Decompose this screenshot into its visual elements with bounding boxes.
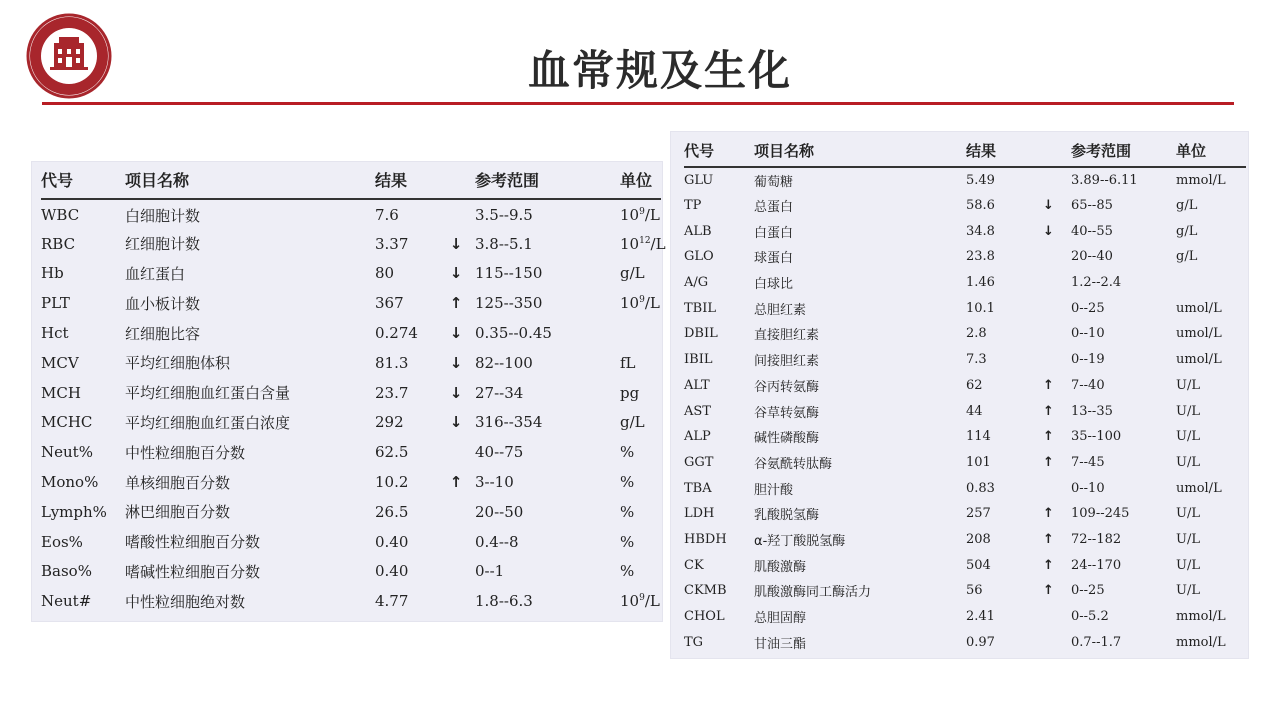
row-result: 0.40 (375, 562, 409, 581)
row-name: 总胆固醇 (754, 611, 807, 627)
table-row (684, 552, 1246, 578)
blood-routine-scan (31, 161, 666, 622)
row-unit: U/L (1176, 531, 1200, 547)
row-code: Hct (41, 324, 69, 343)
row-code: Neut# (41, 592, 92, 611)
row-range: 316--354 (475, 413, 543, 432)
row-result: 7.3 (966, 352, 987, 368)
row-code: PLT (41, 294, 70, 313)
table-row (684, 270, 1246, 296)
row-range: 125--350 (475, 294, 543, 313)
row-code: RBC (41, 234, 76, 253)
row-name: 谷氨酰转肽酶 (754, 456, 833, 472)
row-name: 血小板计数 (125, 294, 201, 313)
row-range: 0--25 (1071, 583, 1105, 599)
row-unit: U/L (1176, 454, 1200, 470)
row-flag (1026, 604, 1071, 630)
row-name: 白细胞计数 (125, 206, 201, 225)
row-unit (620, 348, 661, 378)
table-row (684, 629, 1246, 655)
table-row (684, 295, 1246, 321)
row-result: 2.8 (966, 326, 987, 342)
row-result: 208 (966, 531, 991, 547)
table-row (41, 199, 661, 229)
row-result: 504 (966, 557, 991, 573)
row-code: GLO (684, 249, 714, 265)
row-name: 白球比 (754, 277, 794, 293)
row-range: 40--55 (1071, 223, 1113, 239)
unit-base: g/L (620, 264, 645, 283)
row-result: 292 (375, 413, 404, 432)
table-row (684, 424, 1246, 450)
row-result: 34.8 (966, 223, 995, 239)
row-code: CK (684, 557, 704, 573)
row-name: 球蛋白 (754, 251, 794, 267)
row-unit: umol/L (1176, 326, 1222, 342)
table-row (41, 288, 661, 318)
row-flag: ↓ (449, 353, 463, 372)
row-unit: U/L (1176, 403, 1200, 419)
row-range: 7--40 (1071, 377, 1105, 393)
row-range: 0--1 (475, 562, 505, 581)
row-code: DBIL (684, 326, 718, 342)
row-range: 3.8--5.1 (475, 234, 533, 253)
row-flag: ↑ (1043, 403, 1054, 419)
row-unit (620, 318, 661, 348)
row-code: TBIL (684, 300, 716, 316)
row-result: 4.77 (375, 592, 409, 611)
unit-tail: /L (644, 206, 660, 225)
row-name: 肌酸激酶 (754, 559, 807, 575)
row-name: 淋巴细胞百分数 (125, 503, 231, 522)
row-range: 1.8--6.3 (475, 592, 533, 611)
row-code: MCHC (41, 413, 93, 432)
row-range: 35--100 (1071, 429, 1122, 445)
row-unit: g/L (1176, 223, 1198, 239)
row-code: GGT (684, 454, 714, 470)
row-name: 中性粒细胞绝对数 (125, 592, 246, 611)
row-range: 0--25 (1071, 300, 1105, 316)
row-flag (1026, 629, 1071, 655)
row-flag: ↑ (1043, 429, 1054, 445)
header-unit: 单位 (620, 161, 661, 199)
unit-base: pg (620, 383, 640, 402)
row-range: 0.7--1.7 (1071, 634, 1122, 650)
row-range: 3.89--6.11 (1071, 172, 1138, 188)
unit-tail: /L (644, 294, 660, 313)
row-code: CHOL (684, 609, 725, 625)
row-flag (437, 437, 475, 467)
row-name: 甘油三酯 (754, 636, 807, 652)
unit-base: % (620, 562, 635, 581)
row-code: A/G (684, 275, 709, 291)
row-unit (620, 408, 661, 438)
page-title: 血常规及生化 (527, 46, 792, 95)
row-name: 胆汁酸 (754, 482, 794, 498)
unit-base: 10 (620, 294, 640, 313)
row-result: 0.40 (375, 532, 409, 551)
unit-exponent: 9 (639, 207, 645, 218)
row-flag (1026, 244, 1071, 270)
header-flag (437, 161, 475, 199)
row-flag: ↓ (449, 413, 463, 432)
unit-base: % (620, 473, 635, 492)
row-code: Hb (41, 264, 64, 283)
row-unit (620, 527, 661, 557)
row-unit: U/L (1176, 583, 1200, 599)
row-code: IBIL (684, 352, 713, 368)
row-name: 中性粒细胞百分数 (125, 443, 246, 462)
row-result: 257 (966, 506, 991, 522)
row-unit: umol/L (1176, 480, 1222, 496)
table-row (41, 378, 661, 408)
row-unit: U/L (1176, 506, 1200, 522)
row-code: LDH (684, 506, 715, 522)
row-unit: g/L (1176, 198, 1198, 214)
blood-routine-table (41, 161, 666, 616)
row-unit (1176, 270, 1246, 296)
row-range: 0.4--8 (475, 532, 519, 551)
table-row (684, 347, 1246, 373)
row-name: α-羟丁酸脱氢酶 (754, 533, 846, 549)
row-flag (437, 497, 475, 527)
unit-tail: /L (644, 592, 660, 611)
row-code: CKMB (684, 583, 727, 599)
row-code: Baso% (41, 562, 92, 581)
row-range: 20--50 (475, 502, 524, 521)
row-name: 嗜碱性粒细胞百分数 (125, 562, 261, 581)
title-divider (42, 102, 1234, 105)
table-row (41, 586, 661, 616)
row-name: 总胆红素 (754, 302, 807, 318)
row-range: 0--5.2 (1071, 609, 1109, 625)
header-name: 项目名称 (754, 135, 966, 167)
table-row (684, 373, 1246, 399)
row-code: Eos% (41, 532, 83, 551)
row-code: Lymph% (41, 502, 107, 521)
table-row (684, 578, 1246, 604)
table-row (684, 193, 1246, 219)
table-row (684, 527, 1246, 553)
row-name: 乳酸脱氢酶 (754, 508, 820, 524)
row-range: 3.5--9.5 (475, 206, 533, 225)
row-result: 56 (966, 583, 983, 599)
row-unit (620, 199, 661, 229)
table-row (684, 450, 1246, 476)
row-unit (620, 586, 661, 616)
row-unit (620, 467, 661, 497)
row-range: 0--10 (1071, 480, 1105, 496)
row-range: 0.35--0.45 (475, 324, 552, 343)
row-unit: umol/L (1176, 352, 1222, 368)
table-row (41, 259, 661, 289)
row-result: 62 (966, 377, 983, 393)
row-code: AST (684, 403, 711, 419)
row-result: 1.46 (966, 275, 995, 291)
row-code: MCV (41, 353, 79, 372)
row-flag: ↑ (1043, 583, 1054, 599)
row-code: TBA (684, 480, 712, 496)
header-result: 结果 (375, 161, 437, 199)
table-row (41, 408, 661, 438)
row-result: 7.6 (375, 206, 399, 225)
row-name: 葡萄糖 (754, 174, 794, 190)
biochemistry-scan (670, 131, 1249, 659)
row-code: ALT (684, 377, 710, 393)
row-unit (620, 288, 661, 318)
table-row (41, 348, 661, 378)
unit-base: % (620, 532, 635, 551)
row-flag (437, 557, 475, 587)
row-name: 血红蛋白 (125, 264, 186, 283)
table-row (41, 497, 661, 527)
unit-tail: /L (650, 234, 666, 253)
row-name: 直接胆红素 (754, 328, 820, 344)
row-name: 单核细胞百分数 (125, 473, 231, 492)
row-unit: U/L (1176, 557, 1200, 573)
row-flag: ↓ (449, 383, 463, 402)
unit-exponent: 9 (639, 593, 645, 604)
row-flag (437, 586, 475, 616)
unit-base: 10 (620, 592, 640, 611)
row-unit (620, 229, 666, 259)
table-row (684, 475, 1246, 501)
row-flag (1026, 295, 1071, 321)
unit-base: 10 (620, 206, 640, 225)
row-result: 23.8 (966, 249, 995, 265)
row-range: 13--35 (1071, 403, 1113, 419)
row-result: 114 (966, 429, 991, 445)
row-result: 10.1 (966, 300, 995, 316)
header-flag (1026, 135, 1071, 167)
biochemistry-table (684, 135, 1246, 655)
row-flag: ↓ (449, 234, 463, 253)
table-row (41, 467, 661, 497)
row-flag (1026, 167, 1071, 193)
unit-base: % (620, 502, 635, 521)
row-name: 谷草转氨酶 (754, 405, 820, 421)
table-row (684, 218, 1246, 244)
row-code: ALB (684, 223, 712, 239)
row-flag (1026, 270, 1071, 296)
row-name: 谷丙转氨酶 (754, 379, 820, 395)
row-flag: ↑ (449, 294, 463, 313)
row-code: WBC (41, 206, 80, 225)
row-unit: U/L (1176, 429, 1200, 445)
row-code: TG (684, 634, 704, 650)
row-range: 0--19 (1071, 352, 1105, 368)
table-row (41, 527, 661, 557)
unit-base: fL (620, 353, 636, 372)
row-range: 7--45 (1071, 454, 1105, 470)
row-range: 72--182 (1071, 531, 1122, 547)
row-flag: ↓ (1043, 198, 1054, 214)
table-row (684, 321, 1246, 347)
header-range: 参考范围 (1071, 135, 1176, 167)
row-range: 1.2--2.4 (1071, 275, 1122, 291)
row-flag (1026, 321, 1071, 347)
unit-exponent: 9 (639, 295, 645, 306)
row-flag: ↓ (449, 324, 463, 343)
header-name: 项目名称 (125, 161, 375, 199)
row-flag: ↑ (1043, 557, 1054, 573)
row-result: 80 (375, 264, 395, 283)
row-name: 嗜酸性粒细胞百分数 (125, 533, 261, 552)
row-result: 0.83 (966, 480, 995, 496)
row-result: 3.37 (375, 234, 409, 253)
row-unit (620, 557, 661, 587)
row-result: 10.2 (375, 473, 409, 492)
unit-base: % (620, 443, 635, 462)
header-unit: 单位 (1176, 135, 1246, 167)
row-unit: umol/L (1176, 300, 1222, 316)
unit-base: g/L (620, 413, 645, 432)
row-flag: ↑ (449, 473, 463, 492)
header-code: 代号 (41, 161, 125, 199)
row-result: 58.6 (966, 198, 995, 214)
table-header-row (684, 135, 1246, 167)
row-unit: mmol/L (1176, 609, 1226, 625)
row-code: Neut% (41, 443, 93, 462)
row-name: 间接胆红素 (754, 354, 820, 370)
row-name: 平均红细胞血红蛋白浓度 (125, 413, 291, 432)
table-row (41, 437, 661, 467)
table-row (41, 229, 661, 259)
row-code: ALP (684, 429, 711, 445)
row-flag: ↑ (1043, 531, 1054, 547)
header-range: 参考范围 (475, 161, 620, 199)
table-row (41, 318, 661, 348)
row-name: 总蛋白 (754, 200, 794, 216)
row-name: 平均红细胞血红蛋白含量 (125, 384, 291, 403)
row-code: Mono% (41, 473, 99, 492)
row-unit (620, 497, 661, 527)
header-result: 结果 (966, 135, 1026, 167)
row-unit: U/L (1176, 377, 1200, 393)
row-flag (1026, 347, 1071, 373)
table-row (684, 501, 1246, 527)
row-code: TP (684, 198, 702, 214)
row-result: 5.49 (966, 172, 995, 188)
row-code: GLU (684, 172, 714, 188)
row-flag: ↑ (1043, 506, 1054, 522)
row-range: 3--10 (475, 473, 514, 492)
row-name: 红细胞计数 (125, 235, 201, 254)
row-unit: mmol/L (1176, 172, 1226, 188)
table-row (684, 398, 1246, 424)
table-row (684, 167, 1246, 193)
row-name: 红细胞比容 (125, 324, 201, 343)
row-result: 26.5 (375, 502, 409, 521)
row-result: 44 (966, 403, 983, 419)
row-result: 0.274 (375, 324, 418, 343)
row-range: 40--75 (475, 443, 524, 462)
row-unit: mmol/L (1176, 634, 1226, 650)
row-name: 碱性磷酸酶 (754, 431, 820, 447)
row-code: HBDH (684, 531, 727, 547)
row-result: 367 (375, 294, 404, 313)
row-flag: ↓ (1043, 223, 1054, 239)
row-result: 101 (966, 454, 991, 470)
row-range: 27--34 (475, 383, 524, 402)
row-flag: ↑ (1043, 377, 1054, 393)
table-row (41, 557, 661, 587)
row-name: 白蛋白 (754, 225, 794, 241)
row-result: 81.3 (375, 353, 409, 372)
row-range: 109--245 (1071, 506, 1130, 522)
row-code: MCH (41, 383, 81, 402)
unit-exponent: 12 (639, 235, 651, 246)
row-range: 24--170 (1071, 557, 1122, 573)
row-unit (620, 259, 661, 289)
row-name: 肌酸激酶同工酶活力 (754, 585, 872, 601)
row-flag (437, 527, 475, 557)
header-code: 代号 (684, 135, 754, 167)
row-unit (620, 437, 661, 467)
row-range: 65--85 (1071, 198, 1113, 214)
row-range: 0--10 (1071, 326, 1105, 342)
row-range: 82--100 (475, 353, 533, 372)
row-flag (1026, 475, 1071, 501)
row-flag (437, 199, 475, 229)
row-name: 平均红细胞体积 (125, 354, 231, 373)
row-result: 2.41 (966, 609, 995, 625)
row-result: 0.97 (966, 634, 995, 650)
table-row (684, 604, 1246, 630)
row-range: 115--150 (475, 264, 543, 283)
row-result: 23.7 (375, 383, 409, 402)
unit-base: 10 (620, 234, 640, 253)
row-unit: g/L (1176, 249, 1198, 265)
row-flag: ↑ (1043, 454, 1054, 470)
table-header-row (41, 161, 661, 199)
row-flag: ↓ (449, 264, 463, 283)
row-result: 62.5 (375, 443, 409, 462)
table-row (684, 244, 1246, 270)
row-unit (620, 378, 661, 408)
row-range: 20--40 (1071, 249, 1113, 265)
